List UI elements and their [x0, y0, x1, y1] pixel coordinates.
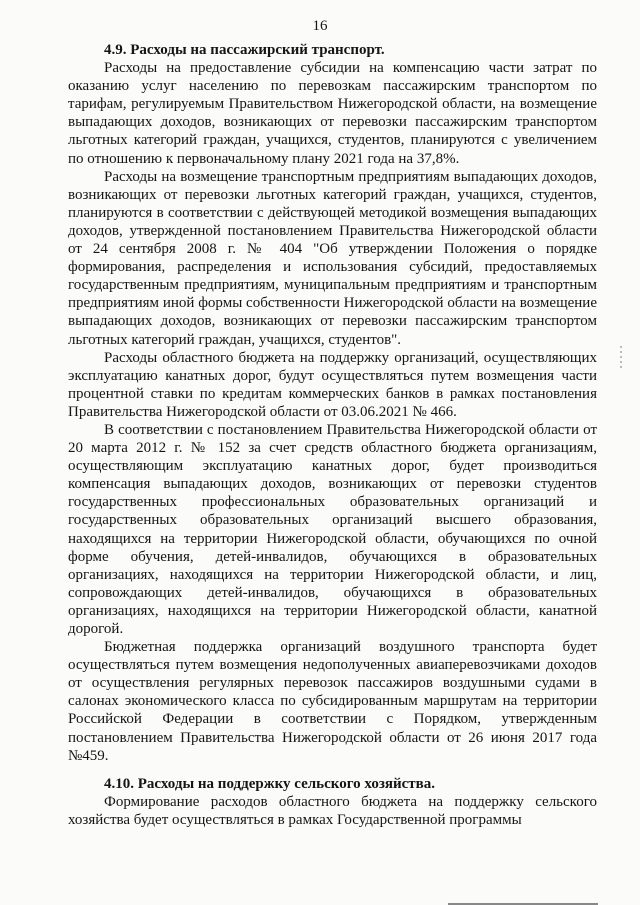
paragraph: В соответствии с постановлением Правительства Нижегородской области от 20 марта 2012 г. № 152 за счет средств областного бюджета организациям, осуществляющим эксплуатацию канатных дорог, будет производиться компенсация выпадающих доходов, возникающих от перевозки студентов государственных профессиональных образовательных организаций и государственных образовательных организаций высшего образования, находящихся на территории Нижегородской области, обучающихся по очной форме обучения, детей-инвалидов, обучающихся в образовательных организациях, находящихся на территории Нижегородской области, и лиц, сопровождающих детей-инвалидов, обучающихся в образовательных организациях, находящихся на территории Нижегородской области, канатной дорогой.: [68, 421, 597, 637]
paragraph: Формирование расходов областного бюджета на поддержку сельского хозяйства будет осуществляться в рамках Государственной программы: [68, 793, 597, 828]
paragraph: Бюджетная поддержка организаций воздушного транспорта будет осуществляться путем возмещения недополученных авиаперевозчиками доходов от осуществления регулярных перевозок пассажиров воздушными судами в салонах экономического класса по субсидированным маршрутам на территории Российской Федерации в соответствии с Порядком, утвержденным постановлением Правительства Нижегородской области от 26 июня 2017 года №459.: [68, 639, 597, 764]
paragraph: Расходы на предоставление субсидии на компенсацию части затрат по оказанию услуг населению по перевозкам пассажирским транспортом по тарифам, регулируемым Правительством Нижегородской области, на возмещение выпадающих доходов, возникающих от перевозки пассажирским транспортом льготных категорий граждан, учащихся, студентов, планируются с увеличением по отношению к первоначальному плану 2021 года на 37,8%.: [68, 60, 597, 167]
paragraph: Расходы на возмещение транспортным предприятиям выпадающих доходов, возникающих от перевозки льготных категорий граждан, учащихся, студентов, планируются в соответствии с действующей методикой возмещения выпадающих доходов, утвержденной постановлением Правительства Нижегородской области от 24 сентября 2008 г. № 404 "Об утверждении Положения о порядке формирования, распределения и использования субсидий, предоставляемых государственным предприятиям, муниципальным предприятиям и транспортным предприятиям иной формы собственности Нижегородской области на возмещение выпадающих доходов, возникающих от перевозки пассажирским транспортом льготных категорий граждан, учащихся, студентов".: [68, 168, 597, 348]
section-heading-4-10: 4.10. Расходы на поддержку сельского хозяйства.: [104, 775, 435, 792]
section-heading-4-9: 4.9. Расходы на пассажирский транспорт.: [104, 42, 385, 58]
scan-artifact: [620, 346, 622, 368]
page-number: 16: [312, 18, 328, 34]
document-body: [68, 41, 597, 829]
paragraph: Расходы областного бюджета на поддержку организаций, осуществляющих эксплуатацию канатных дорог, будут осуществляться путем возмещения части процентной ставки по кредитам коммерческих банков в рамках постановления Правительства Нижегородской области от 03.06.2021 № 466.: [68, 349, 597, 420]
